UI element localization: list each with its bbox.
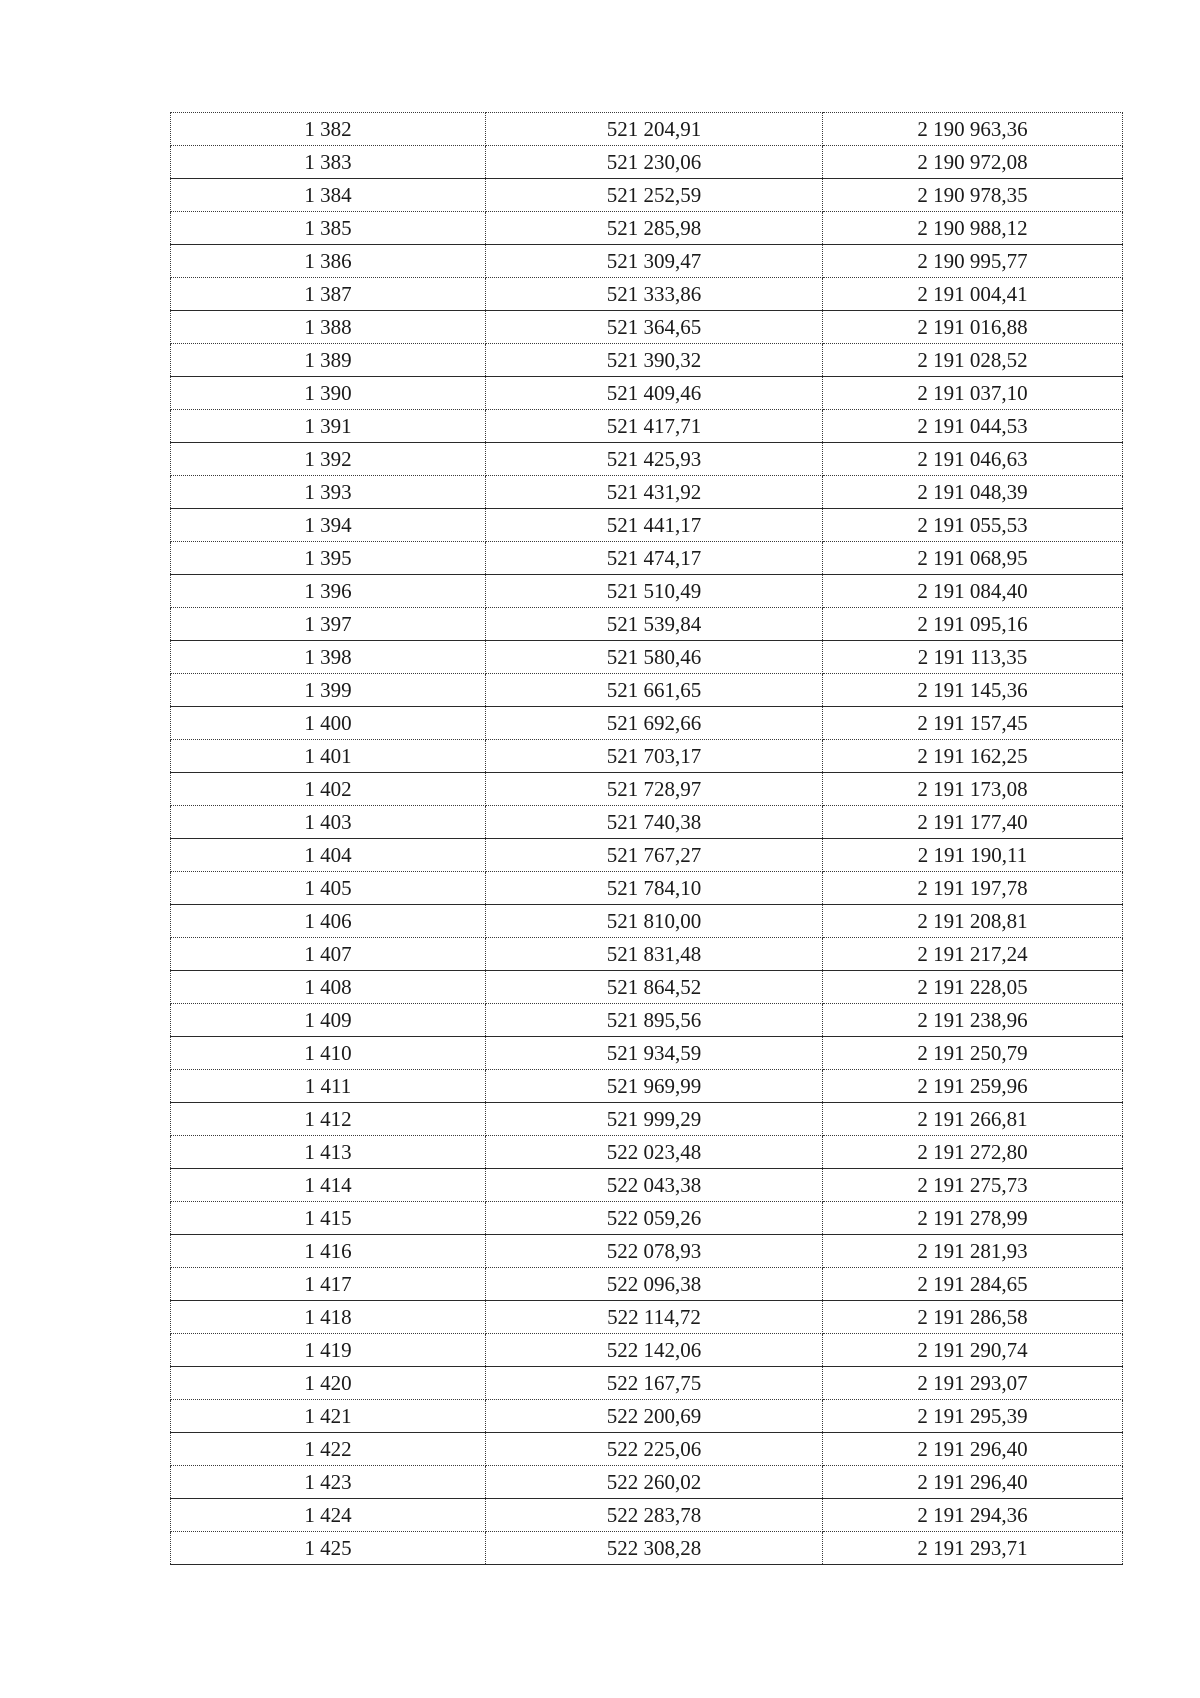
- y-coordinate-cell: 2 191 217,24: [823, 938, 1123, 971]
- x-coordinate-cell: 522 059,26: [486, 1202, 823, 1235]
- table-row: [171, 872, 1123, 905]
- table-row: [171, 509, 1123, 542]
- table-row: [171, 1037, 1123, 1070]
- point-number-cell: 1 416: [171, 1235, 486, 1268]
- table-row: [171, 839, 1123, 872]
- point-number-cell: 1 398: [171, 641, 486, 674]
- x-coordinate-cell: 521 409,46: [486, 377, 823, 410]
- table-row: [171, 1499, 1123, 1532]
- table-row: [171, 575, 1123, 608]
- x-coordinate-cell: 521 895,56: [486, 1004, 823, 1037]
- x-coordinate-cell: 521 417,71: [486, 410, 823, 443]
- table-row: [171, 1367, 1123, 1400]
- x-coordinate-cell: 522 167,75: [486, 1367, 823, 1400]
- table-row: [171, 806, 1123, 839]
- y-coordinate-cell: 2 191 190,11: [823, 839, 1123, 872]
- x-coordinate-cell: 522 096,38: [486, 1268, 823, 1301]
- table-row: [171, 278, 1123, 311]
- y-coordinate-cell: 2 191 294,36: [823, 1499, 1123, 1532]
- x-coordinate-cell: 521 728,97: [486, 773, 823, 806]
- x-coordinate-cell: 522 200,69: [486, 1400, 823, 1433]
- y-coordinate-cell: 2 191 037,10: [823, 377, 1123, 410]
- point-number-cell: 1 410: [171, 1037, 486, 1070]
- y-coordinate-cell: 2 191 296,40: [823, 1466, 1123, 1499]
- x-coordinate-cell: 521 285,98: [486, 212, 823, 245]
- y-coordinate-cell: 2 191 068,95: [823, 542, 1123, 575]
- point-number-cell: 1 396: [171, 575, 486, 608]
- table-row: [171, 1004, 1123, 1037]
- point-number-cell: 1 421: [171, 1400, 486, 1433]
- x-coordinate-cell: 522 142,06: [486, 1334, 823, 1367]
- coordinates-table-body: [171, 113, 1123, 1565]
- point-number-cell: 1 418: [171, 1301, 486, 1334]
- point-number-cell: 1 402: [171, 773, 486, 806]
- table-row: [171, 1070, 1123, 1103]
- x-coordinate-cell: 522 225,06: [486, 1433, 823, 1466]
- y-coordinate-cell: 2 191 173,08: [823, 773, 1123, 806]
- y-coordinate-cell: 2 191 296,40: [823, 1433, 1123, 1466]
- y-coordinate-cell: 2 191 208,81: [823, 905, 1123, 938]
- x-coordinate-cell: 521 999,29: [486, 1103, 823, 1136]
- table-row: [171, 1202, 1123, 1235]
- y-coordinate-cell: 2 191 293,07: [823, 1367, 1123, 1400]
- point-number-cell: 1 390: [171, 377, 486, 410]
- x-coordinate-cell: 521 252,59: [486, 179, 823, 212]
- point-number-cell: 1 423: [171, 1466, 486, 1499]
- point-number-cell: 1 417: [171, 1268, 486, 1301]
- x-coordinate-cell: 521 692,66: [486, 707, 823, 740]
- point-number-cell: 1 420: [171, 1367, 486, 1400]
- point-number-cell: 1 404: [171, 839, 486, 872]
- coordinates-table: [170, 112, 1123, 1565]
- y-coordinate-cell: 2 191 044,53: [823, 410, 1123, 443]
- table-row: [171, 146, 1123, 179]
- point-number-cell: 1 388: [171, 311, 486, 344]
- x-coordinate-cell: 522 308,28: [486, 1532, 823, 1565]
- point-number-cell: 1 424: [171, 1499, 486, 1532]
- table-row: [171, 344, 1123, 377]
- y-coordinate-cell: 2 191 177,40: [823, 806, 1123, 839]
- x-coordinate-cell: 521 784,10: [486, 872, 823, 905]
- x-coordinate-cell: 522 283,78: [486, 1499, 823, 1532]
- x-coordinate-cell: 521 831,48: [486, 938, 823, 971]
- x-coordinate-cell: 521 810,00: [486, 905, 823, 938]
- table-row: [171, 377, 1123, 410]
- y-coordinate-cell: 2 191 281,93: [823, 1235, 1123, 1268]
- x-coordinate-cell: 521 204,91: [486, 113, 823, 146]
- point-number-cell: 1 393: [171, 476, 486, 509]
- y-coordinate-cell: 2 191 197,78: [823, 872, 1123, 905]
- y-coordinate-cell: 2 191 272,80: [823, 1136, 1123, 1169]
- point-number-cell: 1 389: [171, 344, 486, 377]
- table-row: [171, 707, 1123, 740]
- x-coordinate-cell: 521 934,59: [486, 1037, 823, 1070]
- y-coordinate-cell: 2 191 048,39: [823, 476, 1123, 509]
- table-row: [171, 212, 1123, 245]
- table-row: [171, 113, 1123, 146]
- table-row: [171, 410, 1123, 443]
- table-row: [171, 1136, 1123, 1169]
- point-number-cell: 1 413: [171, 1136, 486, 1169]
- point-number-cell: 1 395: [171, 542, 486, 575]
- y-coordinate-cell: 2 191 004,41: [823, 278, 1123, 311]
- point-number-cell: 1 409: [171, 1004, 486, 1037]
- x-coordinate-cell: 521 474,17: [486, 542, 823, 575]
- x-coordinate-cell: 521 425,93: [486, 443, 823, 476]
- x-coordinate-cell: 522 114,72: [486, 1301, 823, 1334]
- y-coordinate-cell: 2 191 145,36: [823, 674, 1123, 707]
- table-row: [171, 641, 1123, 674]
- point-number-cell: 1 392: [171, 443, 486, 476]
- table-row: [171, 773, 1123, 806]
- table-row: [171, 971, 1123, 1004]
- y-coordinate-cell: 2 191 238,96: [823, 1004, 1123, 1037]
- point-number-cell: 1 394: [171, 509, 486, 542]
- y-coordinate-cell: 2 191 228,05: [823, 971, 1123, 1004]
- y-coordinate-cell: 2 191 016,88: [823, 311, 1123, 344]
- point-number-cell: 1 403: [171, 806, 486, 839]
- y-coordinate-cell: 2 191 028,52: [823, 344, 1123, 377]
- y-coordinate-cell: 2 191 259,96: [823, 1070, 1123, 1103]
- point-number-cell: 1 382: [171, 113, 486, 146]
- y-coordinate-cell: 2 190 988,12: [823, 212, 1123, 245]
- x-coordinate-cell: 521 539,84: [486, 608, 823, 641]
- x-coordinate-cell: 522 260,02: [486, 1466, 823, 1499]
- point-number-cell: 1 425: [171, 1532, 486, 1565]
- x-coordinate-cell: 521 390,32: [486, 344, 823, 377]
- point-number-cell: 1 400: [171, 707, 486, 740]
- table-row: [171, 674, 1123, 707]
- point-number-cell: 1 406: [171, 905, 486, 938]
- table-row: [171, 542, 1123, 575]
- point-number-cell: 1 383: [171, 146, 486, 179]
- point-number-cell: 1 411: [171, 1070, 486, 1103]
- table-row: [171, 311, 1123, 344]
- y-coordinate-cell: 2 191 157,45: [823, 707, 1123, 740]
- x-coordinate-cell: 521 703,17: [486, 740, 823, 773]
- point-number-cell: 1 387: [171, 278, 486, 311]
- table-row: [171, 1235, 1123, 1268]
- table-row: [171, 1334, 1123, 1367]
- table-row: [171, 938, 1123, 971]
- y-coordinate-cell: 2 191 286,58: [823, 1301, 1123, 1334]
- x-coordinate-cell: 521 969,99: [486, 1070, 823, 1103]
- y-coordinate-cell: 2 191 278,99: [823, 1202, 1123, 1235]
- point-number-cell: 1 405: [171, 872, 486, 905]
- y-coordinate-cell: 2 190 972,08: [823, 146, 1123, 179]
- y-coordinate-cell: 2 191 266,81: [823, 1103, 1123, 1136]
- point-number-cell: 1 412: [171, 1103, 486, 1136]
- y-coordinate-cell: 2 191 275,73: [823, 1169, 1123, 1202]
- table-row: [171, 1268, 1123, 1301]
- x-coordinate-cell: 521 364,65: [486, 311, 823, 344]
- x-coordinate-cell: 521 230,06: [486, 146, 823, 179]
- y-coordinate-cell: 2 190 978,35: [823, 179, 1123, 212]
- y-coordinate-cell: 2 191 290,74: [823, 1334, 1123, 1367]
- point-number-cell: 1 384: [171, 179, 486, 212]
- table-row: [171, 443, 1123, 476]
- x-coordinate-cell: 521 441,17: [486, 509, 823, 542]
- x-coordinate-cell: 521 661,65: [486, 674, 823, 707]
- table-row: [171, 1169, 1123, 1202]
- point-number-cell: 1 414: [171, 1169, 486, 1202]
- y-coordinate-cell: 2 191 295,39: [823, 1400, 1123, 1433]
- table-row: [171, 476, 1123, 509]
- point-number-cell: 1 419: [171, 1334, 486, 1367]
- x-coordinate-cell: 521 767,27: [486, 839, 823, 872]
- point-number-cell: 1 401: [171, 740, 486, 773]
- table-row: [171, 1433, 1123, 1466]
- point-number-cell: 1 407: [171, 938, 486, 971]
- point-number-cell: 1 397: [171, 608, 486, 641]
- x-coordinate-cell: 522 043,38: [486, 1169, 823, 1202]
- x-coordinate-cell: 522 023,48: [486, 1136, 823, 1169]
- y-coordinate-cell: 2 191 095,16: [823, 608, 1123, 641]
- x-coordinate-cell: 521 333,86: [486, 278, 823, 311]
- y-coordinate-cell: 2 191 293,71: [823, 1532, 1123, 1565]
- point-number-cell: 1 386: [171, 245, 486, 278]
- x-coordinate-cell: 521 510,49: [486, 575, 823, 608]
- point-number-cell: 1 399: [171, 674, 486, 707]
- y-coordinate-cell: 2 191 162,25: [823, 740, 1123, 773]
- x-coordinate-cell: 522 078,93: [486, 1235, 823, 1268]
- point-number-cell: 1 391: [171, 410, 486, 443]
- table-row: [171, 1532, 1123, 1565]
- x-coordinate-cell: 521 740,38: [486, 806, 823, 839]
- x-coordinate-cell: 521 309,47: [486, 245, 823, 278]
- point-number-cell: 1 422: [171, 1433, 486, 1466]
- table-row: [171, 905, 1123, 938]
- x-coordinate-cell: 521 864,52: [486, 971, 823, 1004]
- table-row: [171, 1400, 1123, 1433]
- y-coordinate-cell: 2 191 113,35: [823, 641, 1123, 674]
- y-coordinate-cell: 2 191 046,63: [823, 443, 1123, 476]
- y-coordinate-cell: 2 191 284,65: [823, 1268, 1123, 1301]
- table-row: [171, 1301, 1123, 1334]
- table-row: [171, 1103, 1123, 1136]
- table-row: [171, 740, 1123, 773]
- y-coordinate-cell: 2 190 995,77: [823, 245, 1123, 278]
- y-coordinate-cell: 2 191 055,53: [823, 509, 1123, 542]
- point-number-cell: 1 408: [171, 971, 486, 1004]
- table-row: [171, 1466, 1123, 1499]
- y-coordinate-cell: 2 191 084,40: [823, 575, 1123, 608]
- table-row: [171, 179, 1123, 212]
- x-coordinate-cell: 521 431,92: [486, 476, 823, 509]
- table-row: [171, 608, 1123, 641]
- point-number-cell: 1 415: [171, 1202, 486, 1235]
- y-coordinate-cell: 2 190 963,36: [823, 113, 1123, 146]
- point-number-cell: 1 385: [171, 212, 486, 245]
- y-coordinate-cell: 2 191 250,79: [823, 1037, 1123, 1070]
- table-row: [171, 245, 1123, 278]
- x-coordinate-cell: 521 580,46: [486, 641, 823, 674]
